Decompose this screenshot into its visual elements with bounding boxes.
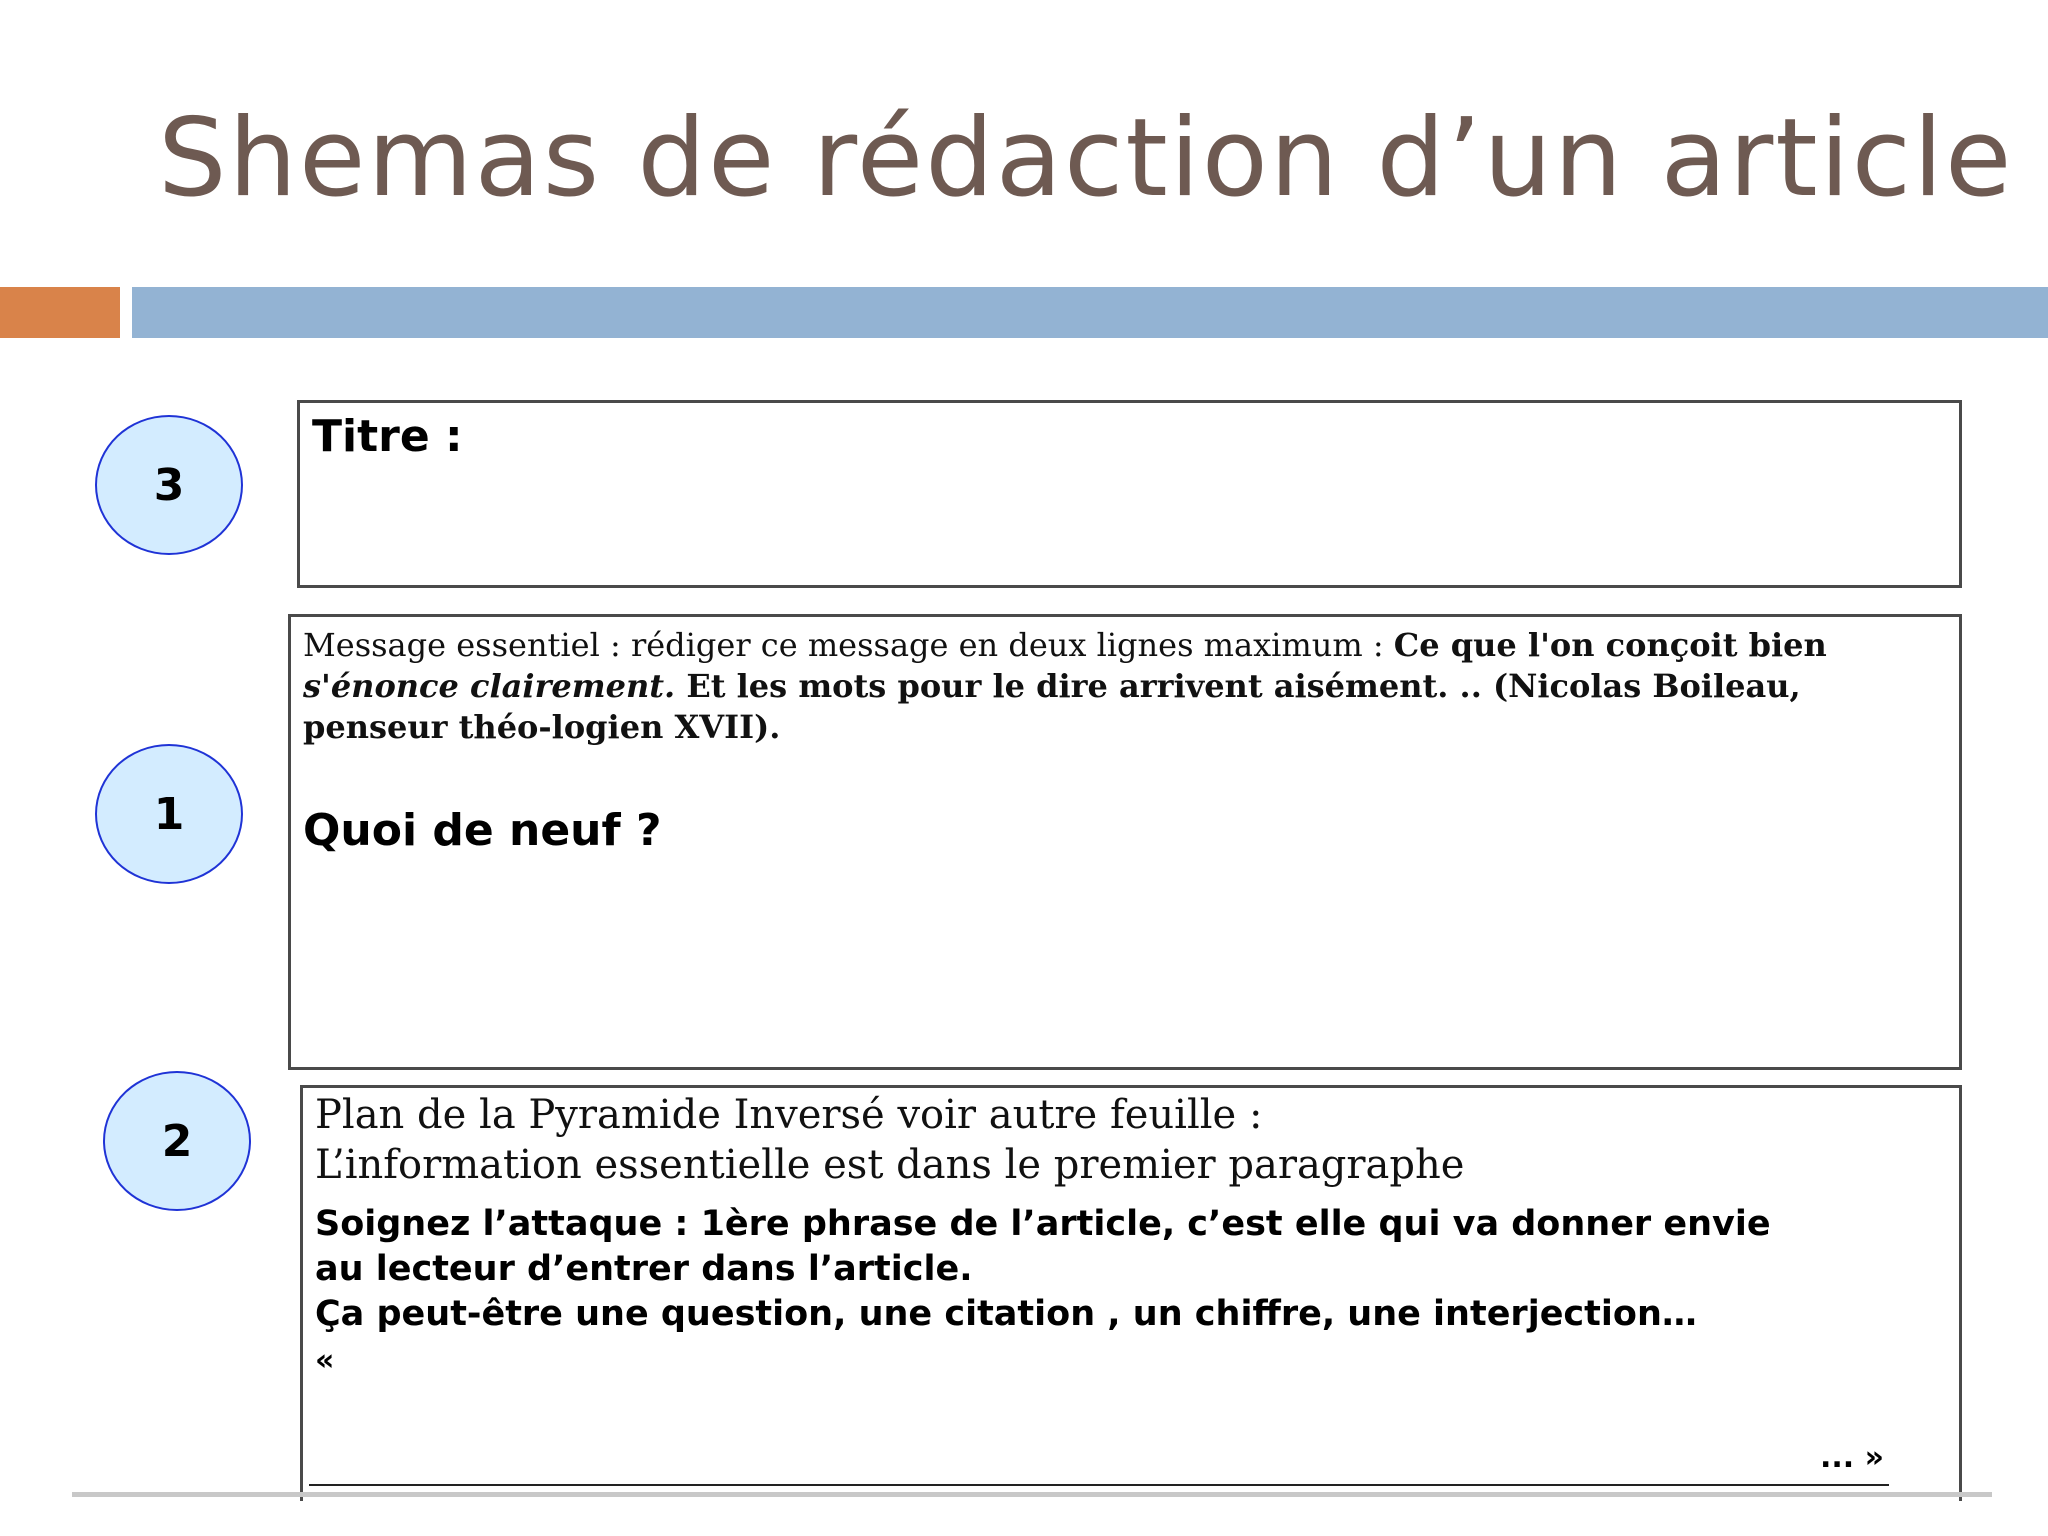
plan-advice [315,1202,1939,1337]
step-number-3: 3 [95,415,243,555]
plan-intro [315,1090,1947,1190]
boileau-quote-end: Et les mots pour le dire arrivent aisément. .. (Nicolas Boileau, penseur théo-logien XVII). [303,667,1801,746]
plan-advice-line-3: Ça peut-être une question, une citation , un chiffre, une interjection… [315,1294,1697,1334]
writing-line [309,1484,1889,1486]
plan-line-1: Plan de la Pyramide Inversé voir autre feuille : [315,1092,1263,1138]
plan-box [300,1085,1962,1501]
bottom-divider [72,1492,1992,1497]
titre-box [297,400,1962,588]
step-number-2: 2 [103,1071,251,1211]
accent-bar-orange [0,287,120,338]
message-intro: Message essentiel : rédiger ce message en deux lignes maximum : [303,626,1394,664]
boileau-quote-italic: s'énonce clairement. [303,667,676,705]
slide-title: Shemas de rédaction d’un article [158,96,2014,221]
message-paragraph [303,625,1947,748]
closing-quote-mark: ... » [1819,1440,1884,1475]
plan-advice-line-2: au lecteur d’entrer dans l’article. [315,1249,973,1289]
message-box [288,614,1962,1070]
opening-quote-mark: « [315,1343,335,1378]
accent-bar-blue [132,287,2048,338]
quoi-de-neuf-heading: Quoi de neuf ? [303,805,662,856]
boileau-quote-start: Ce que l'on conçoit bien [1393,626,1827,664]
plan-line-2: L’information essentielle est dans le premier paragraphe [315,1142,1465,1188]
titre-label: Titre : [312,411,463,462]
plan-advice-line-1: Soignez l’attaque : 1ère phrase de l’article, c’est elle qui va donner envie [315,1204,1771,1244]
step-number-1: 1 [95,744,243,884]
